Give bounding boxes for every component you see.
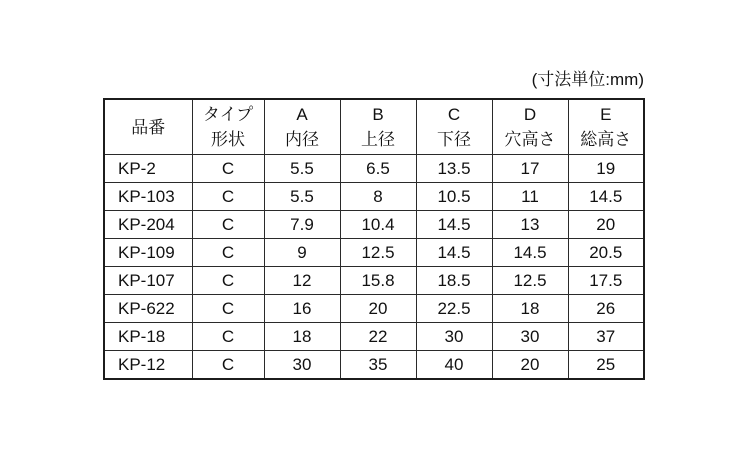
dim-a-cell: 5.5 (264, 155, 340, 183)
dim-c-cell: 14.5 (416, 211, 492, 239)
dim-d-cell: 13 (492, 211, 568, 239)
col-header-a-inner-diameter: A 内径 (264, 99, 340, 155)
dim-d-cell: 20 (492, 351, 568, 380)
dim-b-cell: 35 (340, 351, 416, 380)
part-number-cell: KP-622 (104, 295, 192, 323)
table-row (104, 295, 644, 323)
dim-d-cell: 11 (492, 183, 568, 211)
part-number-cell: KP-107 (104, 267, 192, 295)
dim-a-cell: 18 (264, 323, 340, 351)
dim-c-cell: 18.5 (416, 267, 492, 295)
table-row (104, 267, 644, 295)
dim-a-cell: 5.5 (264, 183, 340, 211)
part-number-cell: KP-204 (104, 211, 192, 239)
col-header-c-lower-diameter: C 下径 (416, 99, 492, 155)
dim-a-cell: 12 (264, 267, 340, 295)
table-row (104, 323, 644, 351)
table-row (104, 155, 644, 183)
part-number-cell: KP-2 (104, 155, 192, 183)
dim-e-cell: 20.5 (568, 239, 644, 267)
dim-b-cell: 10.4 (340, 211, 416, 239)
dim-e-cell: 25 (568, 351, 644, 380)
dim-d-cell: 18 (492, 295, 568, 323)
part-number-cell: KP-103 (104, 183, 192, 211)
dim-e-cell: 14.5 (568, 183, 644, 211)
col-header-part-number-label: 品番 (131, 117, 166, 137)
part-number-cell: KP-12 (104, 351, 192, 380)
dim-b-cell: 22 (340, 323, 416, 351)
dim-b-cell: 8 (340, 183, 416, 211)
table-row (104, 239, 644, 267)
dim-e-cell: 19 (568, 155, 644, 183)
part-number-cell: KP-109 (104, 239, 192, 267)
type-cell: C (192, 323, 264, 351)
dim-c-cell: 14.5 (416, 239, 492, 267)
dim-a-cell: 9 (264, 239, 340, 267)
dim-d-cell: 30 (492, 323, 568, 351)
type-cell: C (192, 239, 264, 267)
dim-b-cell: 20 (340, 295, 416, 323)
type-cell: C (192, 267, 264, 295)
dim-e-cell: 37 (568, 323, 644, 351)
part-number-cell: KP-18 (104, 323, 192, 351)
dim-d-cell: 17 (492, 155, 568, 183)
dim-e-cell: 17.5 (568, 267, 644, 295)
header-row (104, 99, 644, 155)
dim-a-cell: 16 (264, 295, 340, 323)
table-row (104, 351, 644, 380)
dim-c-cell: 13.5 (416, 155, 492, 183)
type-cell: C (192, 295, 264, 323)
dimension-unit-note: (寸法単位:mm) (531, 70, 644, 89)
type-cell: C (192, 211, 264, 239)
col-header-part-number (104, 99, 192, 155)
type-cell: C (192, 351, 264, 380)
table-row (104, 211, 644, 239)
col-header-d-hole-height: D 穴高さ (492, 99, 568, 155)
type-cell: C (192, 155, 264, 183)
dim-a-cell: 7.9 (264, 211, 340, 239)
dim-c-cell: 40 (416, 351, 492, 380)
dim-b-cell: 12.5 (340, 239, 416, 267)
dimension-spec-table (103, 98, 645, 380)
table-row (104, 183, 644, 211)
type-cell: C (192, 183, 264, 211)
dim-d-cell: 14.5 (492, 239, 568, 267)
dim-d-cell: 12.5 (492, 267, 568, 295)
dim-c-cell: 30 (416, 323, 492, 351)
dim-c-cell: 10.5 (416, 183, 492, 211)
dim-c-cell: 22.5 (416, 295, 492, 323)
dim-b-cell: 6.5 (340, 155, 416, 183)
dim-e-cell: 26 (568, 295, 644, 323)
dim-b-cell: 15.8 (340, 267, 416, 295)
dim-e-cell: 20 (568, 211, 644, 239)
col-header-b-upper-diameter: B 上径 (340, 99, 416, 155)
dim-a-cell: 30 (264, 351, 340, 380)
col-header-e-total-height: E 総高さ (568, 99, 644, 155)
col-header-type-shape: タイプ 形状 (192, 99, 264, 155)
